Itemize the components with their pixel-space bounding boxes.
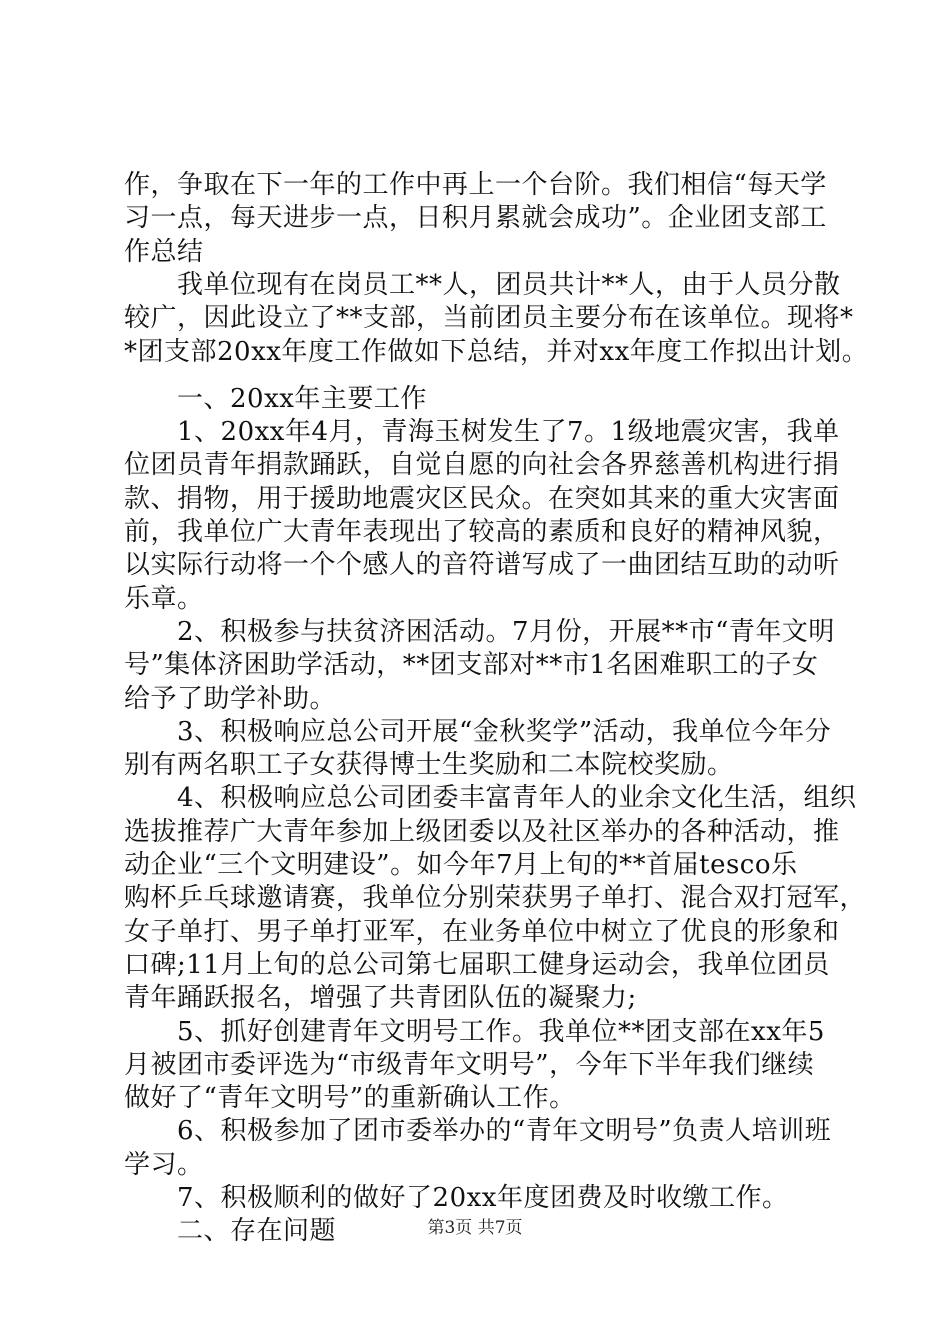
text-line: 1、20xx年4月，青海玉树发生了7。1级地震灾害，我单 <box>124 417 840 448</box>
text-line: 位团员青年捐款踊跃，自觉自愿的向社会各界慈善机构进行捐 <box>124 450 840 481</box>
text-line: 购杯乒乓球邀请赛，我单位分别荣获男子单打、混合双打冠军， <box>124 883 867 914</box>
text-line: 5、抓好创建青年文明号工作。我单位**团支部在xx年5 <box>124 1016 825 1047</box>
text-line: 女子单打、男子单打亚军，在业务单位中树立了优良的形象和 <box>124 916 840 947</box>
text-line: 别有两名职工子女获得博士生奖励和二本院校奖励。 <box>124 750 734 781</box>
text-line: 乐章。 <box>124 583 204 614</box>
text-line: 作总结 <box>124 236 204 267</box>
text-line: 2、积极参与扶贫济困活动。7月份，开展**市“青年文明 <box>124 616 835 647</box>
text-line: 给予了助学补助。 <box>124 683 337 714</box>
text-line: 前，我单位广大青年表现出了较高的素质和良好的精神风貌， <box>124 517 840 547</box>
text-line: 学习。 <box>124 1149 204 1180</box>
text-line: 青年踊跃报名，增强了共青团队伍的凝聚力; <box>124 983 637 1014</box>
section-heading: 一、20xx年主要工作 <box>124 383 427 414</box>
section-heading: 二、存在问题 <box>124 1216 337 1247</box>
text-line: 号”集体济困助学活动，**团支部对**市1名困难职工的子女 <box>124 650 819 681</box>
text-line: 做好了“青年文明号”的重新确认工作。 <box>124 1083 576 1114</box>
text-line: 作，争取在下一年的工作中再上一个台阶。我们相信“每天学 <box>124 170 827 200</box>
page-footer: 第3页 共7页 <box>427 1218 523 1238</box>
text-line: 习一点，每天进步一点，日积月累就会成功”。企业团支部工 <box>124 203 827 234</box>
text-line: 7、积极顺利的做好了20xx年度团费及时收缴工作。 <box>124 1183 789 1213</box>
text-line: 口碑;11月上旬的总公司第七届职工健身运动会，我单位团员 <box>124 949 830 980</box>
text-line: *团支部20xx年度工作做如下总结，并对xx年度工作拟出计划。 <box>124 336 869 367</box>
text-line: 动企业“三个文明建设”。如今年7月上旬的**首届tesco乐 <box>124 850 798 880</box>
text-line: 月被团市委评选为“市级青年文明号”，今年下半年我们继续 <box>124 1049 815 1080</box>
text-line: 较广，因此设立了**支部，当前团员主要分布在该单位。现将* <box>124 303 854 334</box>
text-line: 以实际行动将一个个感人的音符谱写成了一曲团结互助的动听 <box>124 550 840 581</box>
text-line: 6、积极参加了团市委举办的“青年文明号”负责人培训班 <box>124 1116 832 1147</box>
text-line: 我单位现有在岗员工**人，团员共计**人，由于人员分散 <box>124 269 841 300</box>
text-line: 3、积极响应总公司开展“金秋奖学”活动，我单位今年分 <box>124 716 832 747</box>
text-line: 4、积极响应总公司团委丰富青年人的业余文化生活，组织 <box>124 783 857 814</box>
text-line: 款、捐物，用于援助地震灾区民众。在突如其来的重大灾害面 <box>124 483 840 514</box>
text-line: 选拔推荐广大青年参加上级团委以及社区举办的各种活动，推 <box>124 816 840 847</box>
